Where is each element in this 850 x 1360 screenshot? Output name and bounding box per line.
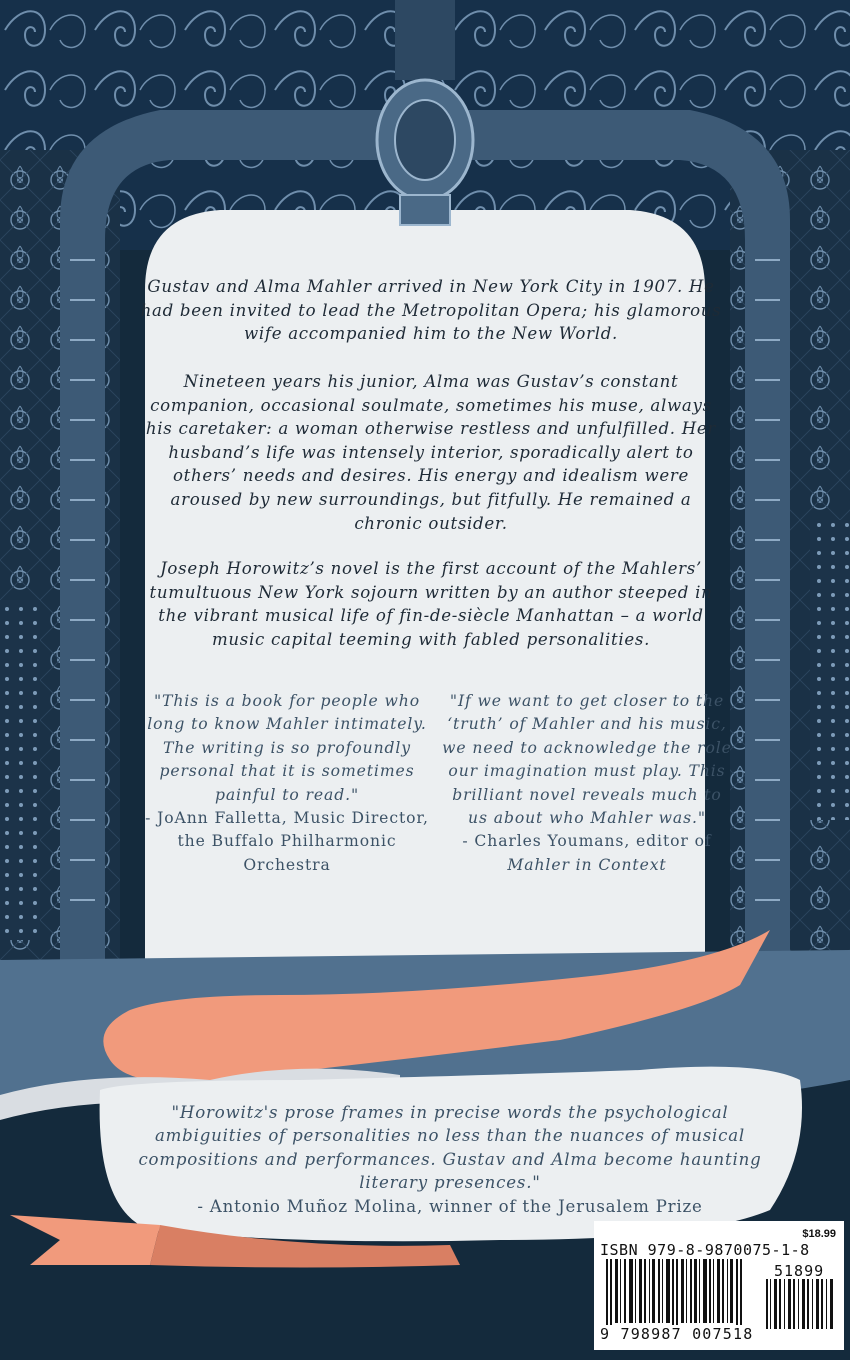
endorsement-munoz-molina (120, 1101, 780, 1218)
blurb-paragraph-2: Nineteen years his junior, Alma was Gustav’s constant companion, occasional soulmate, sometimes his muse, always his caretaker: a woman otherwise restless and unfulfilled. Her husband’s life was intensely interior, sporadically alert to others’ needs and desires. His energy and idealism were aroused by new surroundings, but fitfully. He remained a chronic outsider. (145, 372, 717, 533)
price-addon-code: 51899 (774, 1262, 825, 1280)
endorsement-attribution (442, 830, 732, 877)
blurb-paragraph-1: Gustav and Alma Mahler arrived in New York City in 1907. He had been invited to lead the Metropolitan Opera; his glamorous wife accompanied him to the New World. (140, 277, 722, 344)
endorsement-falletta (142, 690, 432, 877)
endorsement-quote: "This is a book for people who long to know Mahler intimately. The writing is so profoundly personal that it is sometimes painful to read." (147, 692, 427, 804)
isbn-text: ISBN 979-8-9870075-1-8 (600, 1241, 810, 1259)
isbn-barcode-block (594, 1221, 844, 1350)
blurb-paragraph-3: Joseph Horowitz’s novel is the first account of the Mahlers’ tumultuous New York sojourn written by an author steeped in the vibrant musical life of fin-de-siècle Manhattan – a world music capital teeming with fabled personalities. (149, 559, 713, 649)
attribution-prefix: - Charles Youmans, editor of (462, 832, 712, 851)
endorsement-youmans (442, 690, 732, 877)
ean-number: 9 798987 007518 (600, 1325, 754, 1343)
endorsement-quote: "Horowitz's prose frames in precise words the psychological ambiguities of personalities no less than the nuances of musical compositions and performances. Gustav and Alma become haunting literary presences." (138, 1103, 762, 1193)
endorsement-attribution: - Antonio Muñoz Molina, winner of the Jerusalem Prize (197, 1196, 703, 1216)
endorsement-quote: "If we want to get closer to the ‘truth’ of Mahler and his music, we need to acknowledge the role our imagination must play. This brilliant novel reveals much to us about who Mahler was." (442, 692, 732, 828)
book-title-reference: Mahler in Context (507, 855, 667, 874)
price-label: $18.99 (802, 1228, 836, 1240)
endorsement-attribution: - JoAnn Falletta, Music Director, the Buffalo Philharmonic Orchestra (145, 809, 429, 874)
